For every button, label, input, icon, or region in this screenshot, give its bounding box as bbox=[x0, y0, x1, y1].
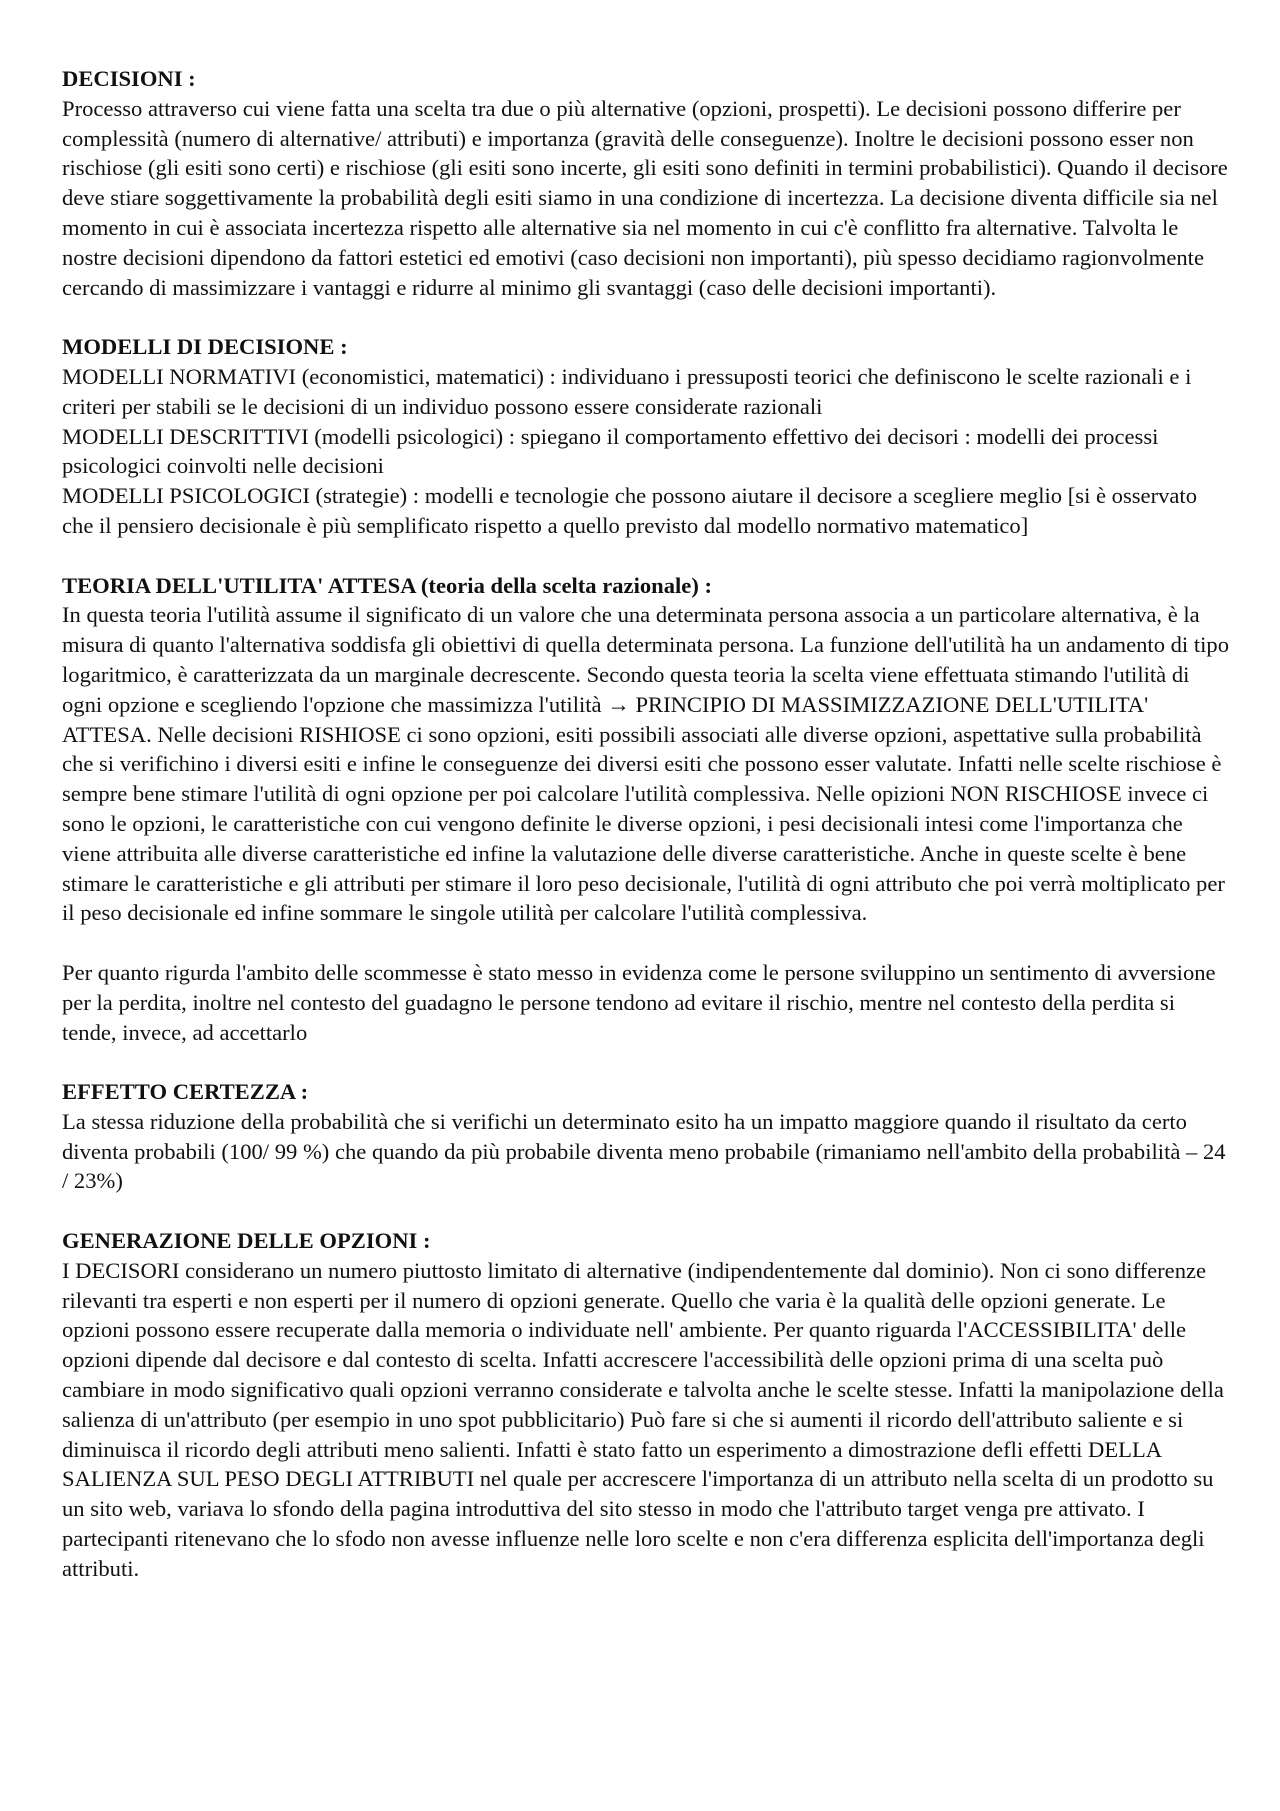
section-paragraph: In questa teoria l'utilità assume il significato di un valore che una determinata persona associa a un particolare alternativa, è la misura di quanto l'alternativa soddisfa gli obiettivi di quella determinata persona. La funzione dell'utilità ha un andamento di tipo logaritmico, è caratterizzata da un marginale decrescente. Secondo questa teoria la scelta viene effettuata stimando l'utilità di ogni opzione e scegliendo l'opzione che massimizza l'utilità → PRINCIPIO DI MASSIMIZZAZIONE DELL'UTILITA' ATTESA. Nelle decisioni RISHIOSE ci sono opzioni, esiti possibili associati alle diverse opzioni, aspettative sulla probabilità che si verifichino i diversi esiti e infine le conseguenze dei diversi esiti che possono esser valutate. Infatti nelle scelte rischiose è sempre bene stimare l'utilità di ogni opzione per poi calcolare l'utilità complessiva. Nelle opizioni NON RISCHIOSE invece ci sono le opzioni, le caratteristiche con cui vengono definite le diverse opzioni, i pesi decisionali intesi come l'importanza che viene attribuita alle diverse caratteristiche ed infine la valutazione delle diverse caratteristiche. Anche in queste scelte è bene stimare le caratteristiche e gli attributi per stimare il loro peso decisionale, l'utilità di ogni attributo che poi verrà moltiplicato per il peso decisionale ed infine sommare le singole utilità per calcolare l'utilità complessiva. bbox=[62, 602, 1230, 926]
section-heading: DECISIONI : bbox=[62, 66, 196, 91]
section-effetto-certezza bbox=[62, 1077, 1232, 1196]
section-heading: EFFETTO CERTEZZA : bbox=[62, 1079, 309, 1105]
section-decisioni bbox=[62, 64, 1232, 302]
section-paragraph: I DECISORI considerano un numero piuttosto limitato di alternative (indipendentemente dal dominio). Non ci sono differenze rilevanti tra esperti e non esperti per il numero di opzioni generate. Quello che varia è la qualità delle opzioni generate. Le opzioni possono essere recuperate dalla memoria o individuate nell' ambiente. Per quanto riguarda l'ACCESSIBILITA' delle opzioni dipende dal decisore e dal contesto di scelta. Infatti accrescere l'accessibilità delle opzioni prima di una scelta può cambiare in modo significativo quali opzioni verranno considerate e talvolta anche le scelte stesse. Infatti la manipolazione della salienza di un'attributo (per esempio in uno spot pubblicitario) Può fare si che si aumenti il ricordo dell'attributo saliente e si diminuisca il ricordo degli attributi meno salienti. Infatti è stato fatto un esperimento a dimostrazione defli effetti DELLA SALIENZA SUL PESO DEGLI ATTRIBUTI nel quale per accrescere l'importanza di un attributo nella scelta di un prodotto su un sito web, variava lo sfondo della pagina introduttiva del sito stesso in modo che l'attributo target venga pre attivato. I partecipanti ritenevano che lo sfodo non avesse influenze nelle loro scelte e non c'era differenza esplicita dell'importanza degli attributi. bbox=[62, 1257, 1224, 1581]
section-paragraph: MODELLI PSICOLOGICI (strategie) : modelli e tecnologie che possono aiutare il decisore a scegliere meglio [si è osservato che il pensiero decisionale è più semplificato rispetto a quello previsto dal modello normativo matematico] bbox=[62, 483, 1198, 538]
section-teoria-utilita-attesa bbox=[62, 571, 1232, 929]
section-modelli-di-decisione bbox=[62, 332, 1232, 541]
section-paragraph: MODELLI DESCRITTIVI (modelli psicologici) : spiegano il comportamento effettivo dei decisori : modelli dei processi psicologici coinvolti nelle decisioni bbox=[62, 423, 1159, 479]
section-paragraph: La stessa riduzione della probabilità che si verifichi un determinato esito ha un impatto maggiore quando il risultato da certo diventa probabili (100/ 99 %) che quando da più probabile diventa meno probabile (rimaniamo nell'ambito della probabilità – 24 / 23%) bbox=[62, 1108, 1226, 1194]
section-generazione-opzioni bbox=[62, 1226, 1232, 1584]
section-heading: TEORIA DELL'UTILITA' ATTESA (teoria della scelta razionale) : bbox=[62, 572, 713, 598]
section-scommesse bbox=[62, 958, 1232, 1047]
document-page bbox=[62, 64, 1232, 1584]
section-heading: GENERAZIONE DELLE OPZIONI : bbox=[62, 1228, 431, 1254]
section-paragraph: MODELLI NORMATIVI (economistici, matematici) : individuano i pressuposti teorici che definiscono le scelte razionali e i criteri per stabili se le decisioni di un individuo possono essere considerate razionali bbox=[62, 363, 1192, 419]
section-paragraph: Per quanto rigurda l'ambito delle scommesse è stato messo in evidenza come le persone sviluppino un sentimento di avversione per la perdita, inoltre nel contesto del guadagno le persone tendono ad evitare il rischio, mentre nel contesto della perdita si tende, invece, ad accettarlo bbox=[62, 959, 1216, 1045]
section-paragraph: Processo attraverso cui viene fatta una scelta tra due o più alternative (opzioni, prospetti). Le decisioni possono differire per complessità (numero di alternative/ attributi) e importanza (gravità delle conseguenze). Inoltre le decisioni possono esser non rischiose (gli esiti sono certi) e rischiose (gli esiti sono incerte, gli esiti sono definiti in termini probabilistici). Quando il decisore deve stiare soggettivamente la probabilità degli esiti siamo in una condizione di incertezza. La decisione diventa difficile sia nel momento in cui è associata incertezza rispetto alle alternative sia nel momento in cui c'è conflitto fra alternative. Talvolta le nostre decisioni dipendono da fattori estetici ed emotivi (caso decisioni non importanti), più spesso decidiamo ragionvolmente cercando di massimizzare i vantaggi e ridurre al minimo gli svantaggi (caso delle decisioni importanti). bbox=[62, 95, 1228, 300]
section-heading: MODELLI DI DECISIONE : bbox=[62, 334, 348, 360]
